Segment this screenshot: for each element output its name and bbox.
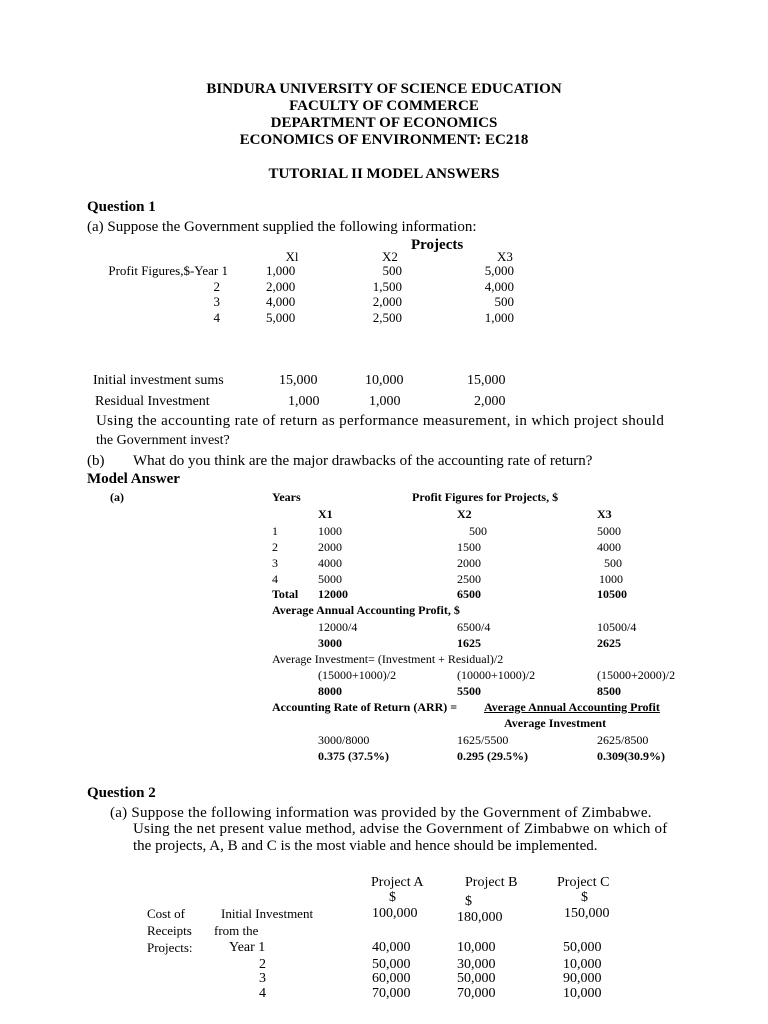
model-avg-profit-label: Average Annual Accounting Profit, $ [272, 603, 460, 617]
q2-currency-a: $ [389, 890, 396, 905]
q2-heading: Question 2 [87, 785, 156, 801]
model-cell: 2000 [457, 556, 481, 570]
q2-project-c: Project C [557, 875, 610, 890]
q1-cell: 500 [494, 294, 514, 309]
q2-initial-c: 150,000 [564, 906, 610, 921]
q1-b-text: What do you think are the major drawbacks of the accounting rate of return? [133, 453, 593, 469]
q2-projects-label: Projects: [147, 940, 193, 955]
model-answer-heading: Model Answer [87, 471, 180, 487]
model-avg-profit-value: 3000 [318, 636, 342, 650]
q1-cell: 2,000 [266, 279, 296, 294]
model-cell: 5000 [318, 572, 342, 586]
q2-cell: 50,000 [457, 971, 496, 986]
q1-question-line1: Using the accounting rate of return as performance measurement, in which project should [96, 413, 665, 429]
course-title: ECONOMICS OF ENVIRONMENT: EC218 [239, 132, 529, 148]
model-total-label: Total [272, 587, 299, 601]
q1-residual-x1: 1,000 [288, 394, 320, 409]
q2-currency-c: $ [581, 890, 588, 905]
model-col-x1: X1 [318, 507, 333, 521]
model-profit-header: Profit Figures for Projects, $ [412, 490, 559, 504]
q1-initial-x1: 15,000 [279, 373, 318, 388]
model-cell: 5000 [597, 524, 621, 538]
q1-col-x1: Xl [285, 249, 299, 264]
q2-cell: 10,000 [563, 957, 602, 972]
model-cell: 500 [469, 524, 487, 538]
q2-line2: Using the net present value method, advise the Government of Zimbabwe on which of [133, 821, 668, 837]
model-col-x2: X2 [457, 507, 472, 521]
model-avg-inv-value: 5500 [457, 684, 481, 698]
q1-cell: 2,500 [372, 310, 402, 325]
q2-year-label: 4 [259, 986, 266, 1001]
model-total-x3: 10500 [597, 587, 627, 601]
model-avg-inv-calc: (15000+2000)/2 [597, 668, 676, 682]
model-year: 4 [272, 572, 278, 586]
faculty-name: FACULTY OF COMMERCE [289, 98, 479, 114]
q2-initial-label: Initial Investment [221, 906, 314, 921]
q2-cell: 10,000 [563, 986, 602, 1001]
model-cell: 2500 [457, 572, 481, 586]
model-arr-numerator: Average Annual Accounting Profit [484, 700, 660, 714]
model-avg-profit-calc: 10500/4 [597, 620, 637, 634]
model-cell: 1000 [599, 572, 623, 586]
model-total-x1: 12000 [318, 587, 348, 601]
q2-currency-b: $ [465, 894, 472, 909]
model-avg-profit-value: 1625 [457, 636, 481, 650]
model-avg-inv-calc: (10000+1000)/2 [457, 668, 536, 682]
q2-cell: 50,000 [563, 940, 602, 955]
model-avg-profit-calc: 12000/4 [318, 620, 358, 634]
q1-heading: Question 1 [87, 199, 156, 215]
model-avg-inv-value: 8500 [597, 684, 621, 698]
q2-cell: 40,000 [372, 940, 411, 955]
q1-cell: 500 [382, 263, 402, 278]
model-total-x2: 6500 [457, 587, 481, 601]
q2-cell: 70,000 [372, 986, 411, 1001]
q2-project-a: Project A [371, 875, 424, 890]
q1-row-label: 3 [213, 294, 220, 309]
model-cell: 1500 [457, 540, 481, 554]
model-year: 3 [272, 556, 278, 570]
q2-cell: 30,000 [457, 957, 496, 972]
model-part-label: (a) [110, 490, 124, 504]
q1-cell: 5,000 [484, 263, 514, 278]
q1-cell: 1,000 [484, 310, 514, 325]
q2-cell: 50,000 [372, 957, 411, 972]
q1-initial-label: Initial investment sums [93, 373, 224, 388]
q1-col-x2: X2 [382, 249, 398, 264]
model-avg-profit-value: 2625 [597, 636, 621, 650]
model-years-label: Years [272, 490, 301, 504]
q1-initial-x2: 10,000 [365, 373, 404, 388]
model-cell: 2000 [318, 540, 342, 554]
q1-cell: 4,000 [484, 279, 514, 294]
q1-cell: 4,000 [266, 294, 296, 309]
q2-year-label: 2 [259, 957, 266, 972]
q1-cell: 1,500 [372, 279, 402, 294]
model-avg-inv-calc: (15000+1000)/2 [318, 668, 397, 682]
model-arr-calc: 1625/5500 [457, 733, 509, 747]
model-avg-inv-label: Average Investment= (Investment + Residual)/2 [272, 652, 504, 666]
q2-initial-b: 180,000 [457, 910, 503, 925]
q2-year-label: 3 [259, 971, 266, 986]
q2-cell: 10,000 [457, 940, 496, 955]
q2-year-label: Year 1 [229, 940, 266, 955]
q1-cell: 5,000 [266, 310, 296, 325]
model-cell: 1000 [318, 524, 342, 538]
model-cell: 4000 [597, 540, 621, 554]
q2-cost-of: Cost of [147, 906, 185, 921]
model-cell: 4000 [318, 556, 342, 570]
q2-cell: 90,000 [563, 971, 602, 986]
model-cell: 500 [604, 556, 622, 570]
q1-row-label: Profit Figures,$-Year 1 [108, 263, 228, 278]
q2-receipts: Receipts [147, 923, 192, 938]
q1-cell: 2,000 [372, 294, 402, 309]
university-name: BINDURA UNIVERSITY OF SCIENCE EDUCATION [206, 81, 562, 97]
q1-residual-label: Residual Investment [95, 394, 210, 409]
q1-projects-label: Projects [411, 237, 464, 253]
q1-residual-x2: 1,000 [369, 394, 401, 409]
q1-row-label: 2 [213, 279, 220, 294]
model-col-x3: X3 [597, 507, 612, 521]
model-arr-value: 0.295 (29.5%) [457, 749, 528, 763]
q2-cell: 60,000 [372, 971, 411, 986]
tutorial-title: TUTORIAL II MODEL ANSWERS [268, 166, 500, 182]
q1-residual-x3: 2,000 [474, 394, 506, 409]
q1-initial-x3: 15,000 [467, 373, 506, 388]
model-arr-calc: 2625/8500 [597, 733, 649, 747]
q2-initial-a: 100,000 [372, 906, 418, 921]
q1-b-label: (b) [87, 453, 105, 469]
q1-intro: (a) Suppose the Government supplied the following information: [87, 219, 477, 235]
model-year: 2 [272, 540, 278, 554]
q1-row-label: 4 [213, 310, 220, 325]
department-name: DEPARTMENT OF ECONOMICS [270, 115, 498, 131]
model-arr-label: Accounting Rate of Return (ARR) = [272, 700, 458, 714]
q1-cell: 1,000 [266, 263, 296, 278]
model-arr-value: 0.375 (37.5%) [318, 749, 389, 763]
q2-line3: the projects, A, B and C is the most viable and hence should be implemented. [133, 838, 598, 854]
model-arr-denominator: Average Investment [504, 716, 607, 730]
model-arr-calc: 3000/8000 [318, 733, 370, 747]
model-avg-inv-value: 8000 [318, 684, 342, 698]
model-arr-value: 0.309(30.9%) [597, 749, 665, 763]
q2-cell: 70,000 [457, 986, 496, 1001]
q2-project-b: Project B [465, 875, 518, 890]
q2-from-the: from the [214, 923, 259, 938]
q1-question-line2: the Government invest? [96, 433, 230, 448]
q1-col-x3: X3 [497, 249, 513, 264]
model-avg-profit-calc: 6500/4 [457, 620, 491, 634]
model-year: 1 [272, 524, 278, 538]
q2-line1: (a) Suppose the following information was provided by the Government of Zimbabwe. [110, 805, 652, 821]
